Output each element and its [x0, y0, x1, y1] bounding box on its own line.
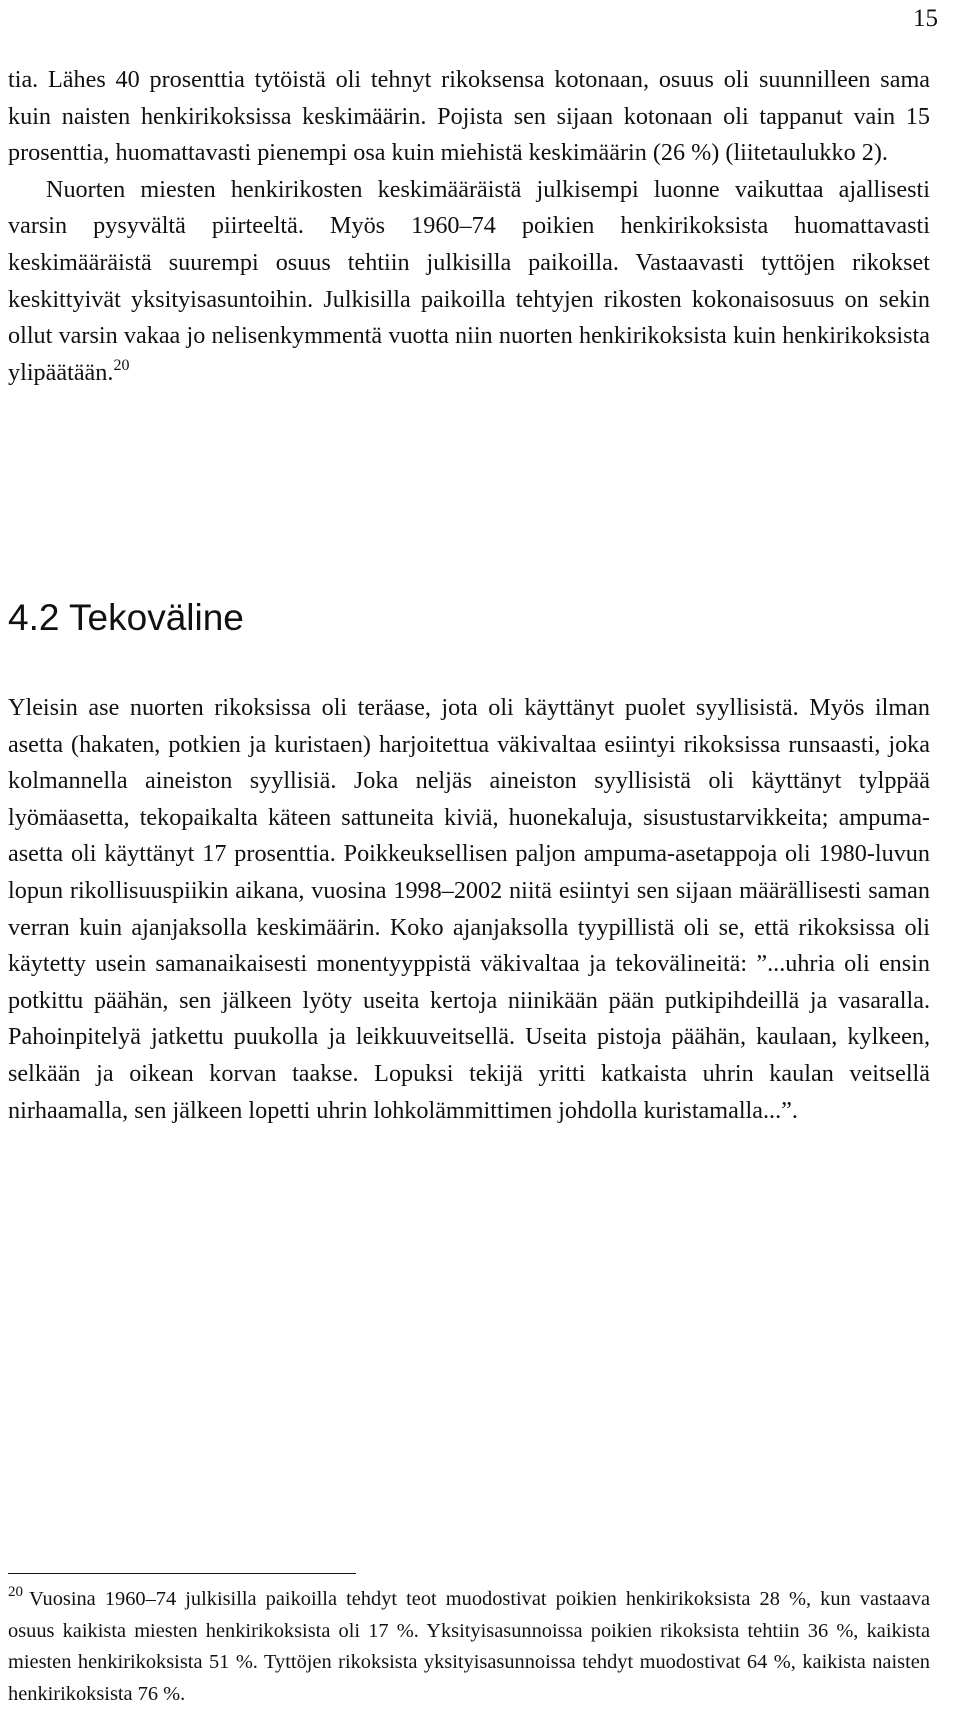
paragraph-continued: tia. Lähes 40 prosenttia tytöistä oli tehnyt rikoksensa kotonaan, osuus oli suunnilleen sama kuin naisten henkirikoksissa keskimäärin. Pojista sen sijaan kotonaan oli tappanut vain 15 prosenttia, huomattavasti pienempi osa kuin miehistä keskimäärin (26 %) (liitetaulukko 2).: [8, 66, 930, 167]
footnote-text: Vuosina 1960–74 julkisilla paikoilla tehdyt teot muodostivat poikien henkirikoksista 28 %, kun vastaava osuus kaikista miesten henkirikoksista oli 17 %. Yksityisasunnoissa poikien rikoksista tehtiin 36 %, kaikista miesten henkirikoksista 51 %. Tyttöjen rikoksista yksityisasunnoissa tehdyt muodostivat 64 %, kaikista naisten henkirikoksista 76 %.: [8, 1588, 930, 1705]
paragraph-public-places-text: Nuorten miesten henkirikosten keskimääräistä julkisempi luonne vaikuttaa ajallisesti varsin pysyvältä piirteeltä. Myös 1960–74 poikien henkirikoksista huomattavasti keskimääräistä suurempi osuus tehtiin julkisilla paikoilla. Vastaavasti tyttöjen rikokset keskittyivät yksityisasuntoihin. Julkisilla paikoilla tehtyjen rikosten kokonaisosuus on sekin ollut varsin vakaa jo nelisenkymmentä vuotta niin nuorten henkirikoksista kuin henkirikoksista ylipäätään.: [8, 175, 930, 386]
page-number: 15: [913, 5, 938, 32]
footnote-reference[interactable]: 20: [113, 356, 130, 374]
body-text: [8, 62, 930, 391]
footnote-divider: [8, 1573, 356, 1574]
footnote-number: 20: [8, 1584, 23, 1600]
paragraph-public-places: [8, 172, 930, 392]
footnote: [8, 1584, 930, 1710]
section-paragraph: Yleisin ase nuorten rikoksissa oli teräase, jota oli käyttänyt puolet syyllisistä. Myös ilman asetta (hakaten, potkien ja kuristaen) harjoitettua väkivaltaa esiintyi rikoksissa runsaasti, joka kolmannella aineiston syyllisiä. Joka neljäs aineiston syyllisistä oli käyttänyt tylppää lyömäasetta, tekopaikalta käteen sattuneita kiviä, huonekaluja, sisustustarvikkeita; ampuma-asetta oli käyttänyt 17 prosenttia. Poikkeuksellisen paljon ampuma-asetappoja oli 1980-luvun lopun rikollisuuspiikin aikana, vuosina 1998–2002 niitä esiintyi sen sijaan määrällisesti saman verran kuin ajanjaksolla keskimäärin. Koko ajanjaksolla tyypillistä oli se, että rikoksissa oli käytetty usein samanaikaisesti monentyyppistä väkivaltaa ja tekovälineitä: ”...uhria oli ensin potkittu päähän, sen jälkeen lyöty useita kertoja niinikään pään putkipihdeillä ja vasaralla. Pahoinpitelyä jatkettu puukolla ja leikkuuveitsellä. Useita pistoja päähän, kaulaan, kylkeen, selkään ja oikean korvan taakse. Lopuksi tekijä yritti katkaista uhrin kaulan veitsellä nirhaamalla, sen jälkeen lopetti uhrin lohkolämmittimen johdolla kuristamalla...”.: [8, 694, 930, 1124]
section-heading: 4.2 Tekoväline: [8, 597, 244, 638]
